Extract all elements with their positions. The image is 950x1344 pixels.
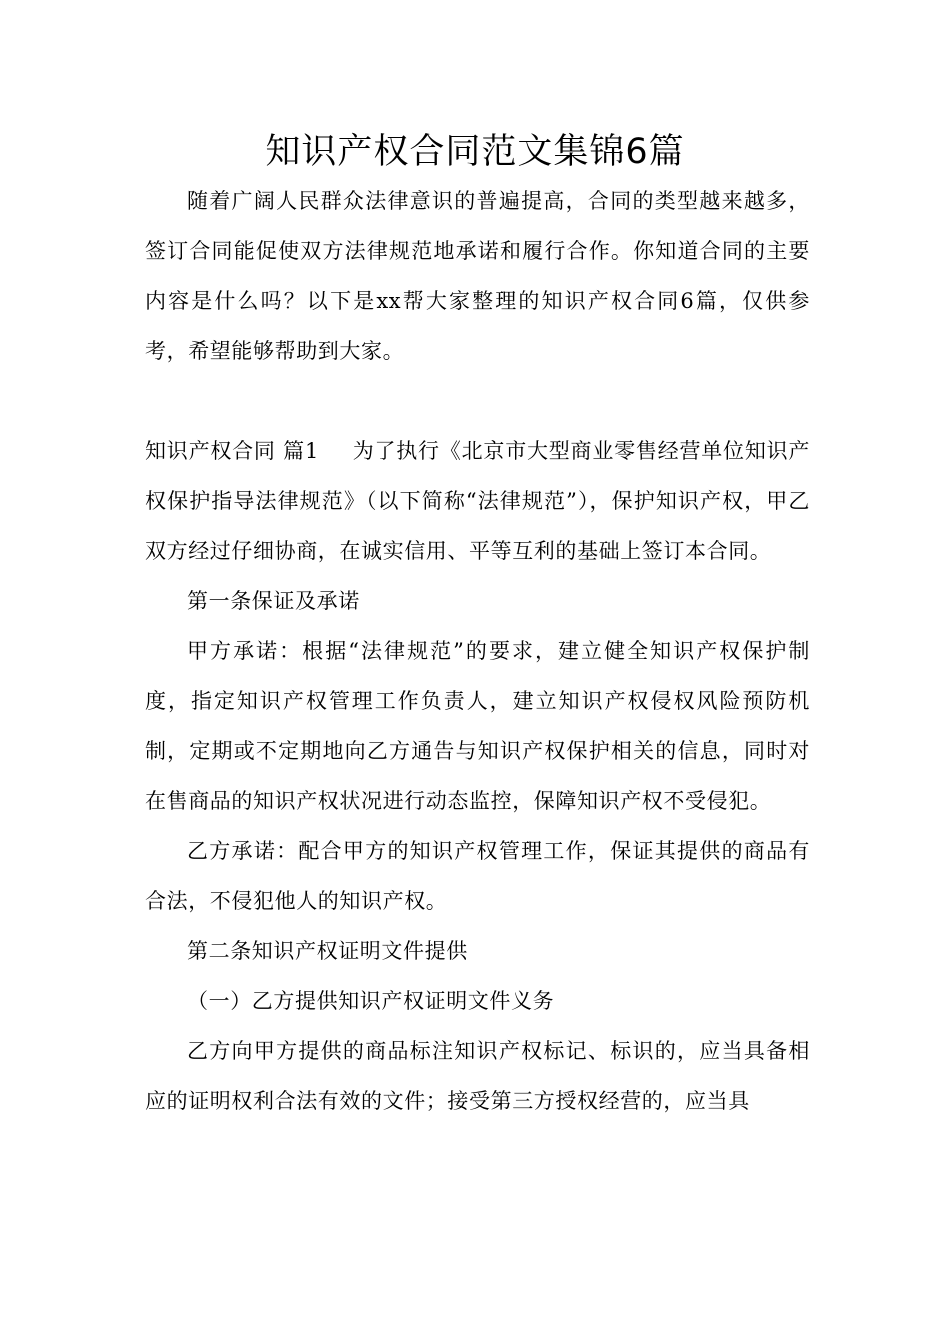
section-1-first-text: 为了执行《北京市大型商业零售经营单位知识产权保护指导法律规范》（以下简称“法律规范”），保护知识产权，甲乙双方经过仔细协商，在诚实信用、平等互利的基础上签订本合同。 xyxy=(145,439,810,563)
document-body xyxy=(145,176,810,1126)
document-title: 知识产权合同范文集锦6篇 xyxy=(265,132,685,172)
article-2-heading: 第二条知识产权证明文件提供 xyxy=(187,939,468,963)
subsection-1-paragraph: 乙方向甲方提供的商品标注知识产权标记、标识的，应当具备相应的证明权利合法有效的文件；接受第三方授权经营的，应当具 xyxy=(145,1039,810,1113)
article-1-heading: 第一条保证及承诺 xyxy=(187,589,360,613)
subsection-1-heading: （一）乙方提供知识产权证明文件义务 xyxy=(187,989,555,1013)
intro-paragraph: 随着广阔人民群众法律意识的普遍提高，合同的类型越来越多，签订合同能促使双方法律规范地承诺和履行合作。你知道合同的主要内容是什么吗？以下是xx帮大家整理的知识产权合同6篇，仅供参考，希望能够帮助到大家。 xyxy=(145,189,810,363)
party-b-promise-paragraph: 乙方承诺：配合甲方的知识产权管理工作，保证其提供的商品有合法，不侵犯他人的知识产权。 xyxy=(145,839,810,913)
section-1-label: 知识产权合同 篇1 xyxy=(145,439,319,463)
party-a-promise-paragraph: 甲方承诺：根据“法律规范”的要求，建立健全知识产权保护制度，指定知识产权管理工作负责人，建立知识产权侵权风险预防机制，定期或不定期地向乙方通告与知识产权保护相关的信息，同时对在售商品的知识产权状况进行动态监控，保障知识产权不受侵犯。 xyxy=(145,639,810,813)
section-1-paragraph xyxy=(145,426,810,576)
paragraph-spacer xyxy=(145,376,810,426)
